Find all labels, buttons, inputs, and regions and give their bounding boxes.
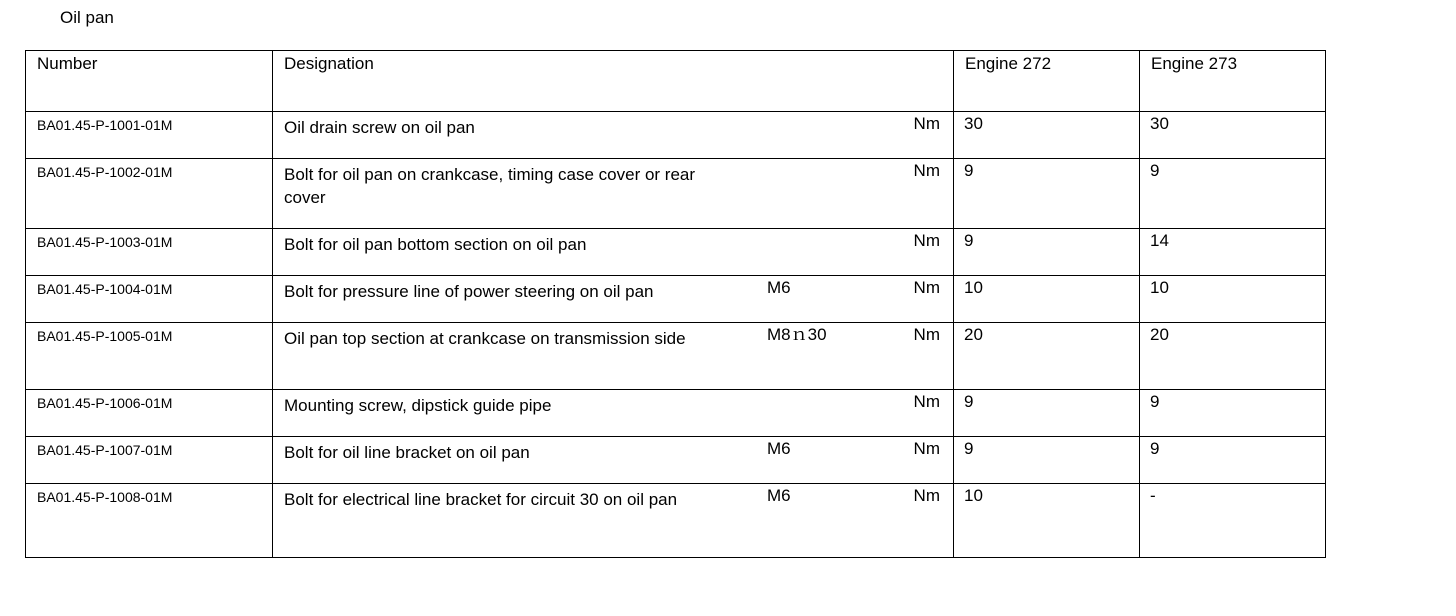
number-cell: BA01.45-P-1001-01M <box>26 112 273 159</box>
number-cell: BA01.45-P-1006-01M <box>26 390 273 437</box>
unit-label: Nm <box>913 486 940 505</box>
engine-273-value: 9 <box>1140 437 1326 484</box>
number-cell: BA01.45-P-1004-01M <box>26 276 273 323</box>
engine-273-value: 9 <box>1140 159 1326 229</box>
unit-label: Nm <box>913 439 940 458</box>
table-row <box>26 437 1326 484</box>
unit-label: Nm <box>913 114 940 133</box>
engine-273-value: 9 <box>1140 390 1326 437</box>
table-row <box>26 484 1326 558</box>
engine-273-value: 30 <box>1140 112 1326 159</box>
designation-cell: Bolt for oil pan bottom section on oil pan Nm <box>273 229 954 276</box>
unit-label: Nm <box>913 278 940 297</box>
engine-272-value: 20 <box>954 323 1140 390</box>
designation-cell: Oil drain screw on oil pan Nm <box>273 112 954 159</box>
table-row <box>26 159 1326 229</box>
header-engine-273: Engine 273 <box>1140 51 1326 112</box>
torque-spec-table <box>25 50 1326 558</box>
designation-cell: Oil pan top section at crankcase on transmission side M8ｎ30 Nm <box>273 323 954 390</box>
engine-273-value: 20 <box>1140 323 1326 390</box>
table-header-row <box>26 51 1326 112</box>
thread-size: M6 <box>767 278 791 297</box>
table-row <box>26 276 1326 323</box>
designation-cell: Bolt for electrical line bracket for circuit 30 on oil pan M6 Nm <box>273 484 954 558</box>
engine-273-value: 10 <box>1140 276 1326 323</box>
header-designation: Designation <box>273 51 954 112</box>
number-cell: BA01.45-P-1002-01M <box>26 159 273 229</box>
thread-size: M6 <box>767 486 791 505</box>
page-title: Oil pan <box>60 8 114 27</box>
engine-272-value: 10 <box>954 276 1140 323</box>
designation-cell: Bolt for oil pan on crankcase, timing case cover or rear cover Nm <box>273 159 954 229</box>
engine-272-value: 9 <box>954 437 1140 484</box>
number-cell: BA01.45-P-1007-01M <box>26 437 273 484</box>
unit-label: Nm <box>913 231 940 250</box>
header-number: Number <box>26 51 273 112</box>
unit-label: Nm <box>913 392 940 411</box>
thread-size: M6 <box>767 439 791 458</box>
number-cell: BA01.45-P-1003-01M <box>26 229 273 276</box>
engine-272-value: 30 <box>954 112 1140 159</box>
engine-272-value: 9 <box>954 159 1140 229</box>
engine-272-value: 9 <box>954 390 1140 437</box>
designation-cell: Bolt for oil line bracket on oil pan M6 Nm <box>273 437 954 484</box>
unit-label: Nm <box>913 325 940 344</box>
thread-size: M8ｎ30 <box>767 325 827 344</box>
number-cell: BA01.45-P-1005-01M <box>26 323 273 390</box>
designation-cell: Mounting screw, dipstick guide pipe Nm <box>273 390 954 437</box>
table-row <box>26 390 1326 437</box>
unit-label: Nm <box>913 161 940 180</box>
table-row <box>26 229 1326 276</box>
engine-273-value: - <box>1140 484 1326 558</box>
engine-272-value: 9 <box>954 229 1140 276</box>
number-cell: BA01.45-P-1008-01M <box>26 484 273 558</box>
engine-272-value: 10 <box>954 484 1140 558</box>
designation-cell: Bolt for pressure line of power steering on oil pan M6 Nm <box>273 276 954 323</box>
table-row <box>26 112 1326 159</box>
engine-273-value: 14 <box>1140 229 1326 276</box>
header-engine-272: Engine 272 <box>954 51 1140 112</box>
table-row <box>26 323 1326 390</box>
